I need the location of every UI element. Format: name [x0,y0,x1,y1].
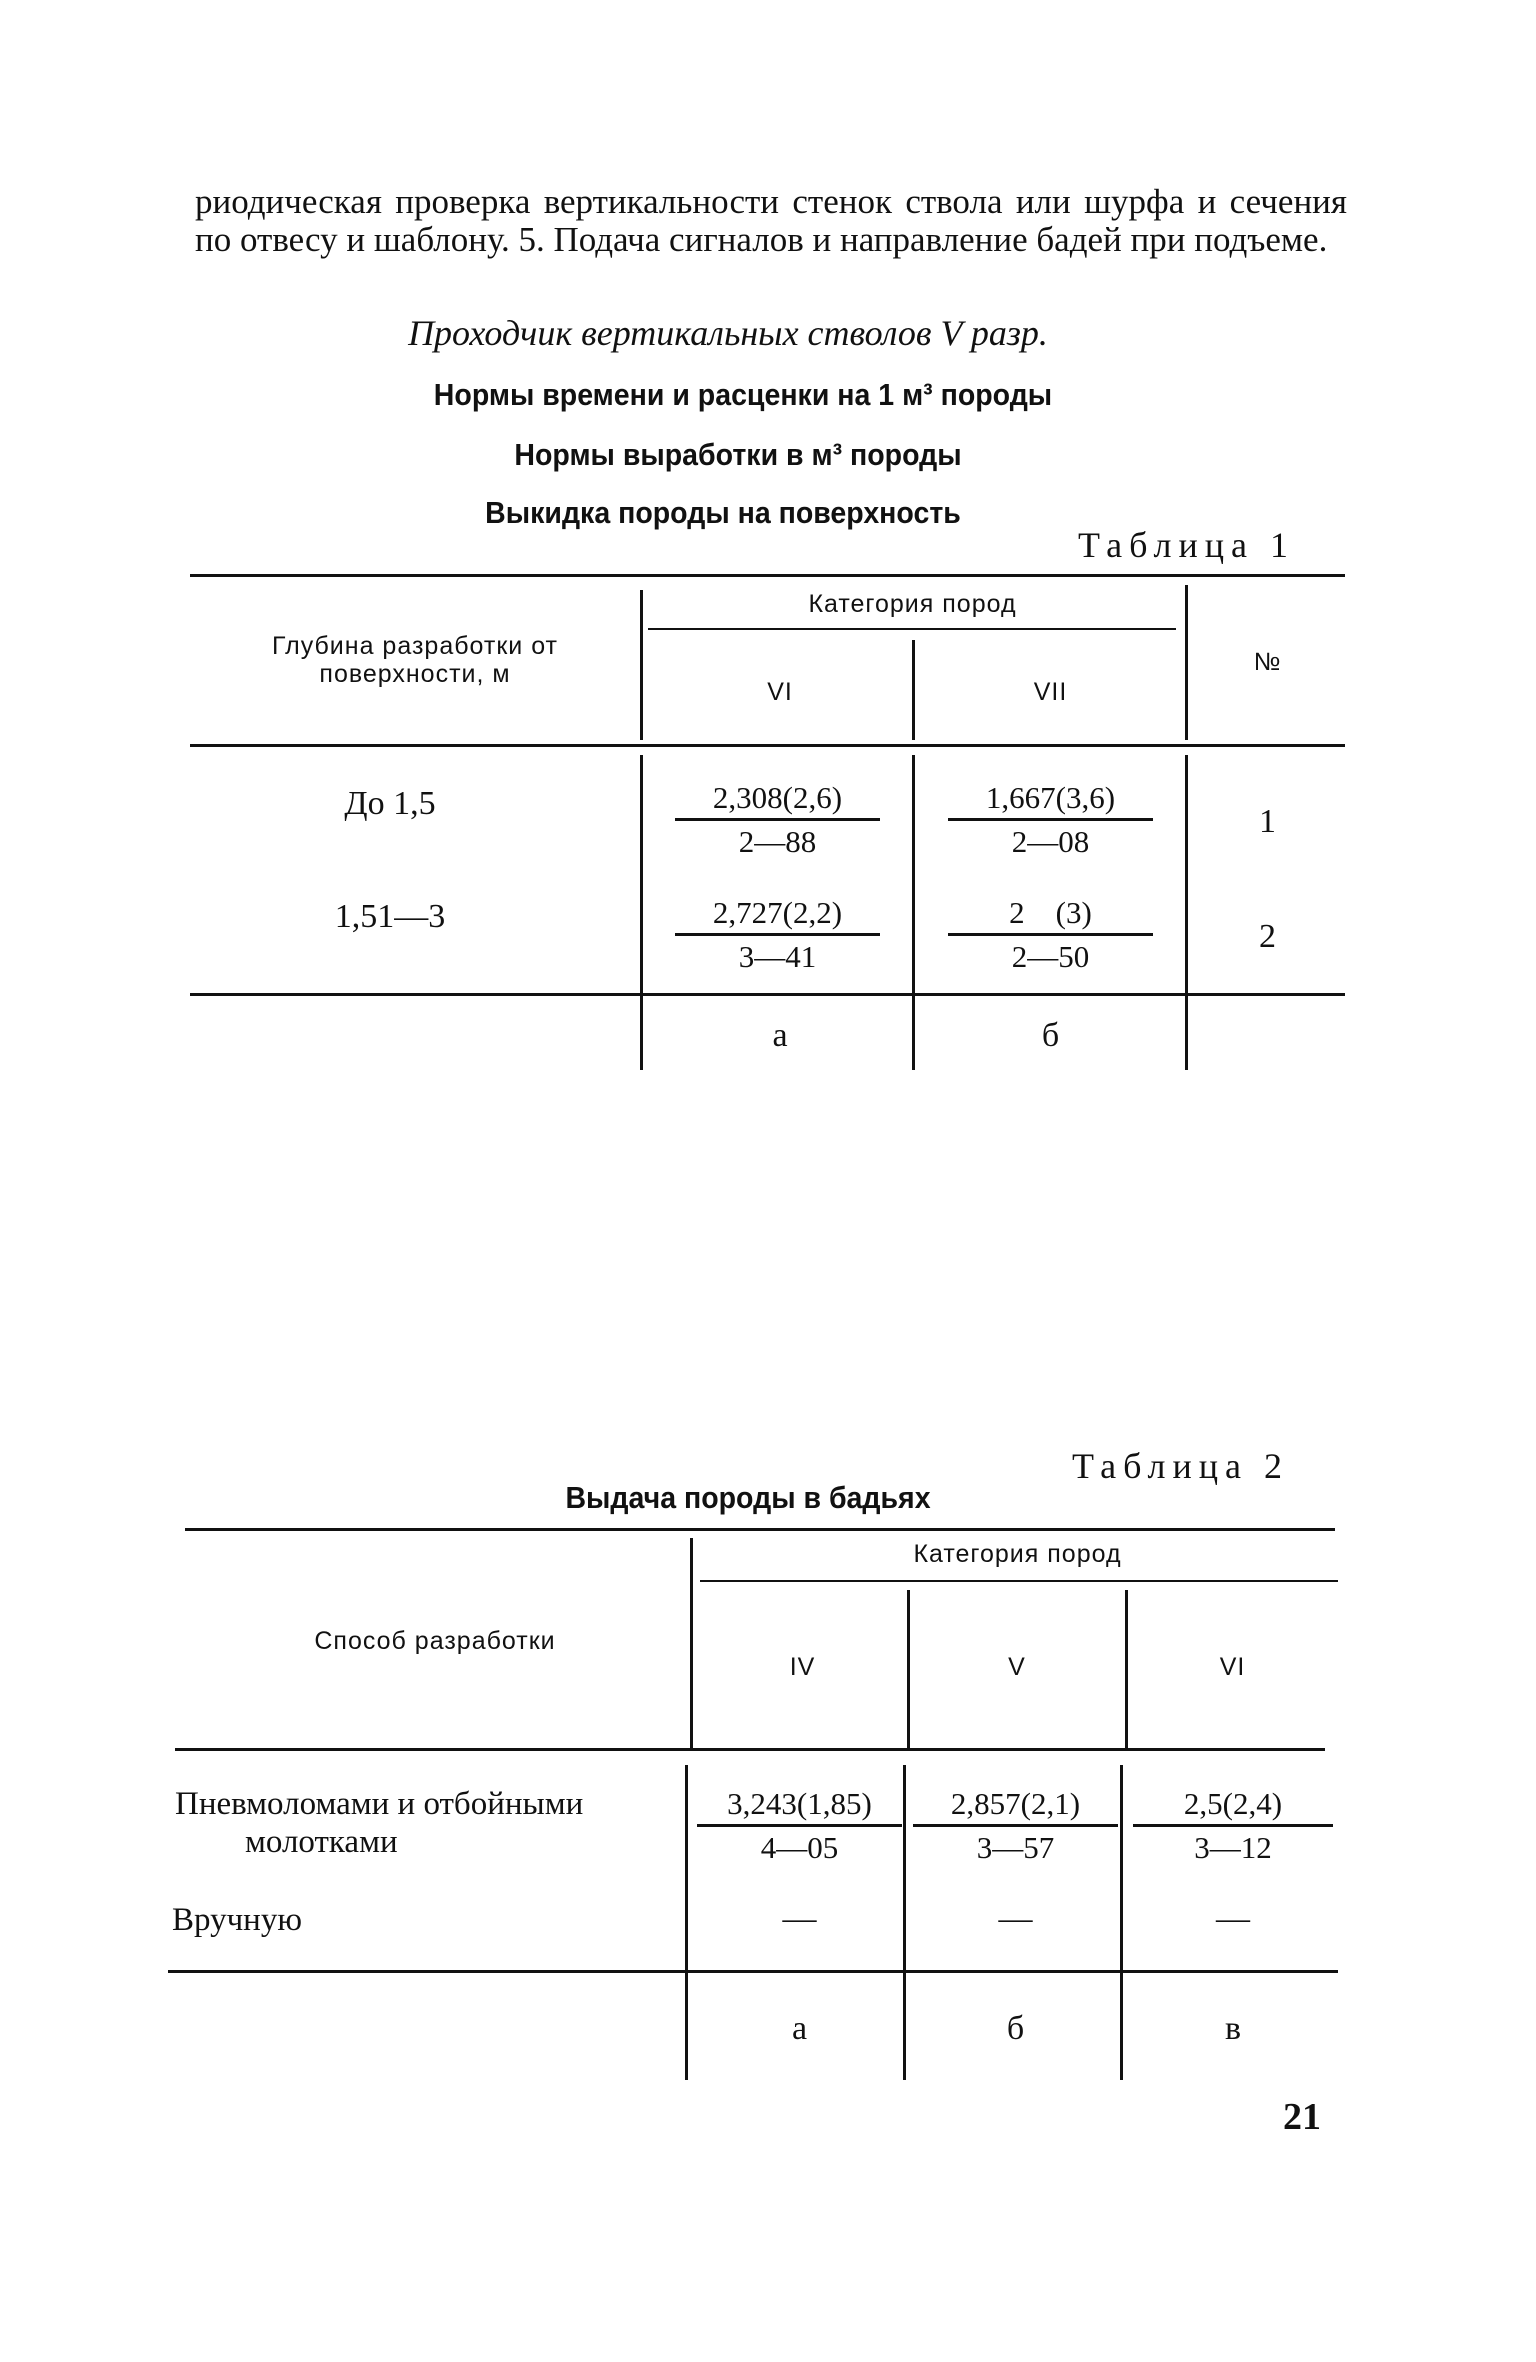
table1-row1-vii [948,780,1153,860]
table2-row2-method: Вручную [172,1902,302,1938]
method-line: молотками [245,1824,398,1860]
table2-vline [690,1538,693,1748]
table1-row2-vi [675,895,880,975]
table2-col-v: V [1008,1653,1026,1681]
table2-vline [1120,1765,1123,2080]
heading-norms-output: Нормы выработки в м³ породы [514,437,962,472]
fraction-numerator: 2,308(2,6) [675,780,880,821]
table1-vline [640,590,643,740]
intro-paragraph: риодическая проверка вертикальности стенок ствола или шурфа и сечения по отвесу и шаблону. 5. Подача сигналов и направление бадей при подъеме. [195,182,1347,259]
table1-row2-vii [948,895,1153,975]
table1-vline [912,755,915,1070]
profession-title: Проходчик вертикальных стволов V разр. [408,313,1048,353]
heading-norms-time: Нормы времени и расценки на 1 м³ породы [433,377,1053,412]
table1-vline [1185,755,1188,1070]
fraction-denominator: 3—57 [976,1830,1055,1865]
table1-vline [912,640,915,740]
table2-row2-iv: — [782,1900,817,1937]
table2-bottom-rule [168,1970,1338,1973]
table1-vline [640,755,643,1070]
page-number: 21 [1283,2096,1321,2138]
table1-col-depth: Глубина разработки от поверхности, м [271,632,558,688]
table2-footer-c: в [1224,2010,1242,2047]
table1-label: Таблица 1 [1078,525,1295,565]
table1-row1-no: 1 [1259,803,1276,840]
table2-col-iv: IV [789,1653,816,1681]
heading-section1: Выкидка породы на поверхность [485,495,961,530]
fraction-denominator: 2—08 [1011,824,1090,859]
fraction-numerator: 1,667(3,6) [948,780,1153,821]
table1-category-rule [648,628,1176,630]
table2-vline [907,1590,910,1748]
table2-footer-a: а [791,2010,808,2047]
fraction-denominator: 3—41 [738,939,817,974]
table1-col-vii: VII [1033,678,1068,706]
table2-row1-method [175,1785,675,1861]
table1-row1-vi [675,780,880,860]
table1-top-rule [190,574,1345,577]
table2-vline [903,1765,906,2080]
table2-top-rule [185,1528,1335,1531]
table2-col-method: Способ разработки [314,1627,556,1655]
table2-label: Таблица 2 [1072,1446,1289,1486]
fraction-denominator: 3—12 [1194,1830,1272,1865]
table2-header-rule [175,1748,1325,1751]
fraction-numerator: 2 (3) [948,895,1153,936]
table1-header-rule [190,744,1345,747]
fraction-numerator: 2,5(2,4) [1133,1786,1333,1827]
fraction-denominator: 4—05 [760,1830,839,1865]
table2-title: Выдача породы в бадьях [565,1480,931,1515]
table1-row1-depth: До 1,5 [344,785,436,822]
table1-col-vi: VI [767,678,793,706]
table2-category-rule [700,1580,1338,1582]
fraction-numerator: 3,243(1,85) [697,1786,902,1827]
table2-row1-v [913,1786,1118,1866]
table2-row2-v: — [998,1900,1033,1937]
table2-row2-vi: — [1216,1900,1250,1937]
table1-row2-depth: 1,51—3 [334,898,446,935]
table1-footer-a: а [772,1017,788,1054]
table1-vline [1185,585,1188,740]
method-line: Пневмоломами и отбойными [175,1786,584,1822]
table2-footer-b: б [1006,2010,1025,2047]
table1-col-category: Категория пород [808,590,1017,618]
table1-bottom-rule [190,993,1345,996]
table2-row1-iv [697,1786,902,1866]
fraction-denominator: 2—88 [738,824,817,859]
table2-col-vi: VI [1219,1653,1246,1681]
table1-row2-no: 2 [1259,918,1276,955]
fraction-numerator: 2,857(2,1) [913,1786,1118,1827]
table2-col-category: Категория пород [913,1540,1122,1568]
table1-col-no: № [1253,648,1282,676]
table2-vline [1125,1590,1128,1748]
table1-footer-b: б [1041,1017,1060,1054]
fraction-denominator: 2—50 [1011,939,1090,974]
table2-row1-vi [1133,1786,1333,1866]
fraction-numerator: 2,727(2,2) [675,895,880,936]
table2-vline [685,1765,688,2080]
